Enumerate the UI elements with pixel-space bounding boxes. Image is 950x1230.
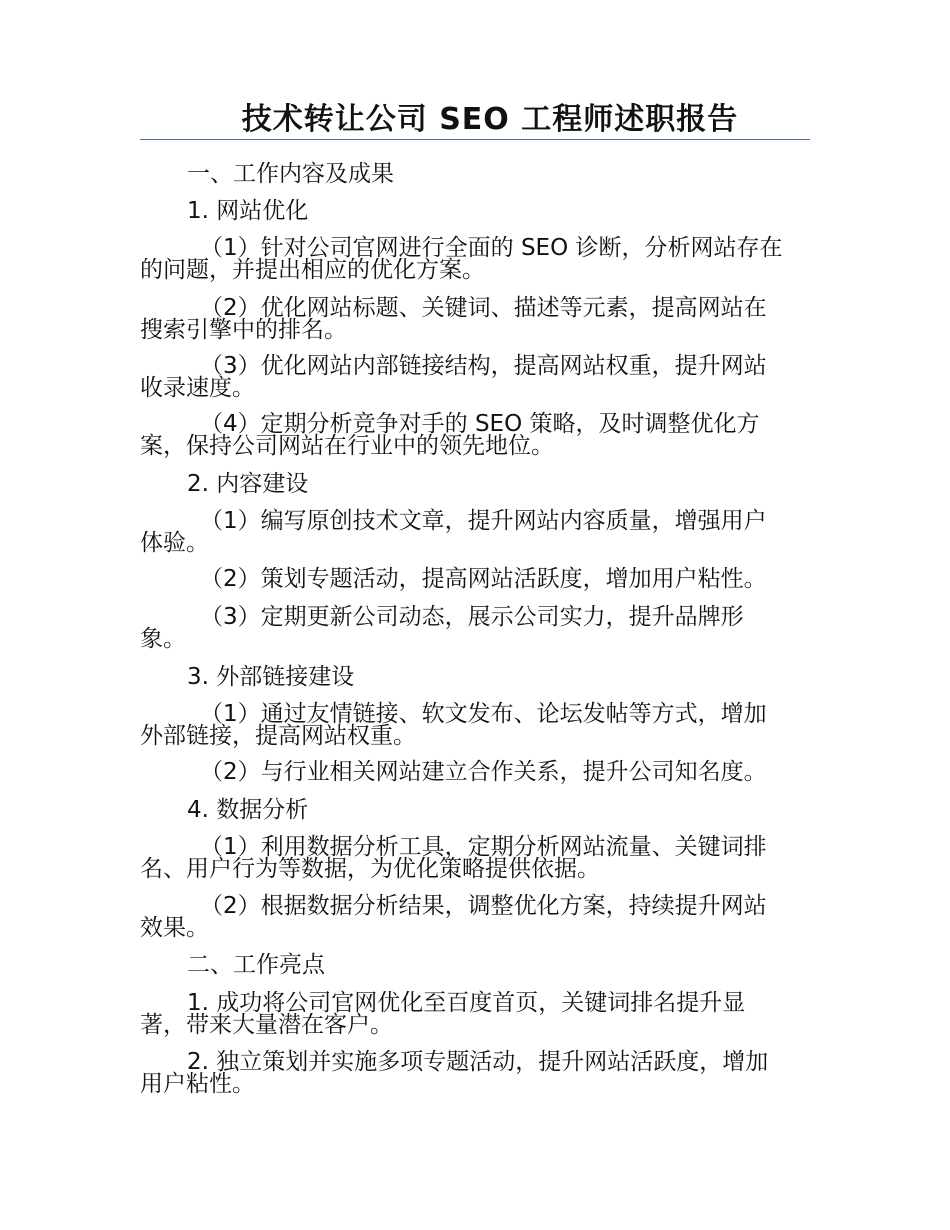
section-heading-1: 一、工作内容及成果	[187, 161, 394, 187]
paragraph-line: （1）通过友情链接、软文发布、论坛发帖等方式，增加	[200, 701, 767, 727]
title-underline	[140, 139, 810, 140]
paragraph-line: （3）优化网站内部链接结构，提高网站权重，提升网站	[200, 353, 767, 379]
paragraph-line: （1）针对公司官网进行全面的 SEO 诊断，分析网站存在	[200, 235, 783, 261]
paragraph-line: （2）与行业相关网站建立合作关系，提升公司知名度。	[200, 759, 767, 785]
paragraph-line: 的问题，并提出相应的优化方案。	[140, 257, 485, 283]
paragraph-line: 收录速度。	[140, 375, 255, 401]
paragraph-line: 案，保持公司网站在行业中的领先地位。	[140, 433, 554, 459]
subsection-heading-data-analysis: 4. 数据分析	[187, 797, 309, 823]
paragraph-line: （1）编写原创技术文章，提升网站内容质量，增强用户	[200, 508, 767, 534]
paragraph-line: 用户粘性。	[140, 1071, 255, 1097]
paragraph-line: （4）定期分析竞争对手的 SEO 策略，及时调整优化方	[200, 411, 760, 437]
paragraph-line: 象。	[140, 626, 186, 652]
paragraph-line: 1. 成功将公司官网优化至百度首页，关键词排名提升显	[187, 990, 746, 1016]
paragraph-line: （3）定期更新公司动态，展示公司实力，提升品牌形	[200, 604, 744, 630]
subsection-heading-web-optimization: 1. 网站优化	[187, 198, 309, 224]
document-title: 技术转让公司 SEO 工程师述职报告	[241, 102, 739, 137]
paragraph-line: 著，带来大量潜在客户。	[140, 1012, 393, 1038]
subsection-heading-content: 2. 内容建设	[187, 471, 309, 497]
paragraph-line: 2. 独立策划并实施多项专题活动，提升网站活跃度，增加	[187, 1049, 769, 1075]
paragraph-line: 效果。	[140, 915, 209, 941]
paragraph-line: （2）根据数据分析结果，调整优化方案，持续提升网站	[200, 893, 767, 919]
paragraph-line: （1）利用数据分析工具，定期分析网站流量、关键词排	[200, 834, 767, 860]
paragraph-line: （2）策划专题活动，提高网站活跃度，增加用户粘性。	[200, 566, 767, 592]
subsection-heading-external-links: 3. 外部链接建设	[187, 664, 355, 690]
paragraph-line: 外部链接，提高网站权重。	[140, 723, 416, 749]
paragraph-line: 搜索引擎中的排名。	[140, 317, 347, 343]
paragraph-line: 名、用户行为等数据，为优化策略提供依据。	[140, 856, 600, 882]
paragraph-line: （2）优化网站标题、关键词、描述等元素，提高网站在	[200, 295, 767, 321]
paragraph-line: 体验。	[140, 530, 209, 556]
section-heading-2: 二、工作亮点	[187, 952, 325, 978]
